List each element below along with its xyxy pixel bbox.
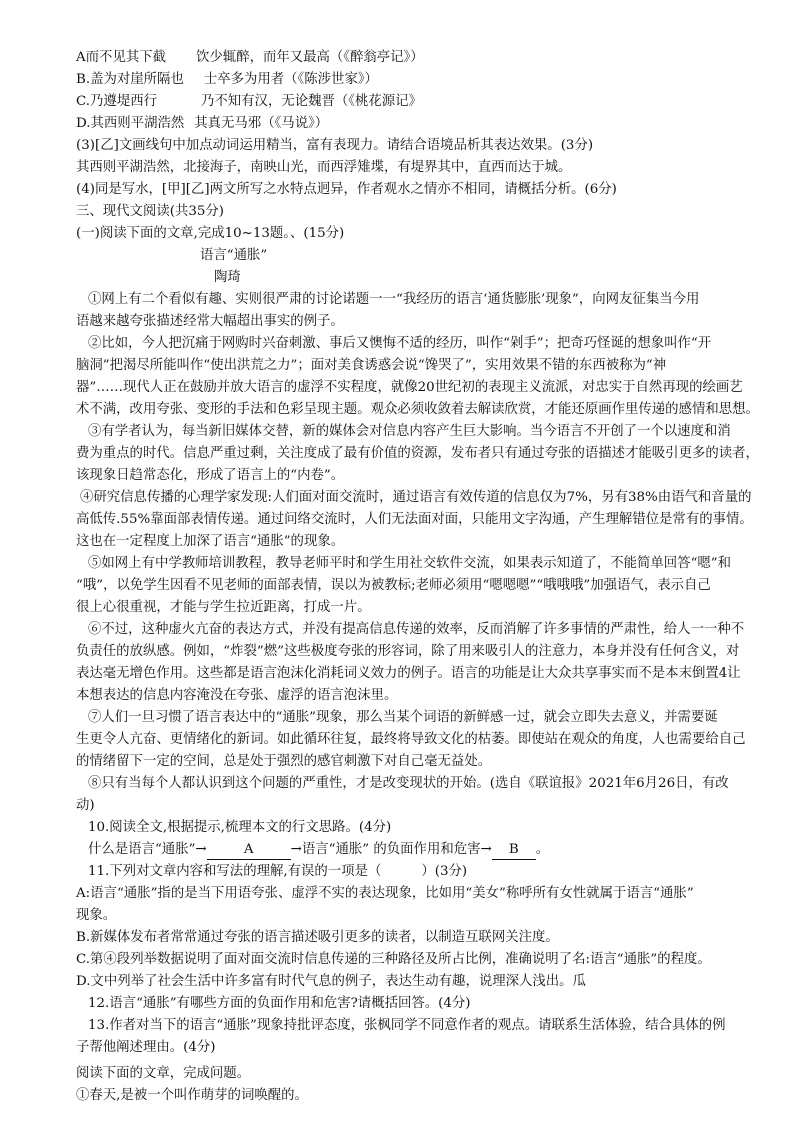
option-c: C.乃遵堤西行 乃不知有汉，无论魏晋（《桃花源记》	[76, 94, 422, 109]
paragraph-4-line-3: 这也在一定程度上加深了语言“通胀”的现象。	[76, 534, 345, 549]
question-10-flow: 什么是语言“通胀”→ A →语言“通胀” 的负面作用和危害→ B 。	[88, 839, 549, 861]
paragraph-6-line-3: 表达毫无增色作用。这些都是语言泡沫化消耗词义效力的例子。语言的功能是让大众共享事实而不是本末倒置4让	[76, 666, 741, 681]
paragraph-6-line-1: ⑥不过，这种虚火亢奋的表达方式，并没有提高信息传递的效率，反而消解了许多事情的严肃性，给人一一种不	[88, 622, 745, 637]
question-13-line-2: 子帮他阐述理由。(4分)	[76, 1040, 216, 1055]
paragraph-3-line-1: ③有学者认为，每当新旧媒体交替，新的媒体会对信息内容产生巨大影响。当今语言不开创了一个以速度和消	[88, 424, 731, 439]
q11-option-a-line-1: A:语言“通胀”指的是当下用语夸张、虚浮不实的表达现象，比如用“美女”称呼所有女性就属于语言“通胀”	[76, 886, 694, 901]
paragraph-5-line-3: 很上心很重视，才能与学生拉近距离，打成一片。	[76, 600, 371, 615]
paragraph-1-line-2: 语越来越夸张描述经常大幅超出事实的例子。	[76, 314, 344, 329]
paragraph-8-line-1: ⑧只有当每个人都认识到这个问题的严重性，才是改变现状的开始。(选自《联谊报》2021年6月26日，有改	[88, 776, 729, 791]
next-first-line: ①春天,是被一个叫作萌芽的词唤醒的。	[76, 1088, 308, 1103]
paragraph-7-line-3: 的情绪留下一定的空间，总是处于强烈的感官刺激下对自己毫无益处。	[76, 754, 492, 769]
option-b: B.盖为对崖所隔也 士卒多为用者（《陈涉世家》）	[76, 72, 378, 87]
option-d: D.其西则平湖浩然 其真无马邪（《马说》）	[76, 116, 329, 131]
question-3-quote: 其西则平湖浩然，北接海子，南映山光，而西浮雉堞，有堤界其中，直西而达于城。	[76, 160, 572, 175]
paragraph-4-line-1: ④研究信息传播的心理学家发现:人们面对面交流时，通过语言有效传道的信息仅为7%，另有38%由语气和音量的	[80, 490, 752, 505]
next-instruction: 阅读下面的文章，完成问题。	[76, 1066, 251, 1081]
question-11-stem: 11.下列对文章内容和写法的理解,有误的一项是（ ）(3分)	[88, 864, 468, 879]
sub-instruction: (一)阅读下面的文章,完成10~13题。、(15分)	[76, 226, 345, 241]
paragraph-1-line-1: ①网上有二个看似有趣、实则很严肃的讨论诺题一一“我经历的语言‘通货膨胀’现象”，向网友征集当今用	[88, 292, 700, 307]
question-4: (4)同是写水，[甲][乙]两文所写之水特点迥异，作者观水之情亦不相同，请概括分析。(6分)	[76, 182, 617, 197]
paragraph-4-line-2: 高低传.55%靠面部表情传递。通过问络交流时，人们无法面对面，只能用文字沟通，产生理解错位是常有的事情。	[76, 512, 753, 527]
question-3: (3)[乙]文画线句中加点动词运用精当，富有表现力。请结合语境品析其表达效果。(3分)	[76, 138, 594, 153]
paragraph-3-line-3: 该现象日趋常态化，形成了语言上的“内卷”。	[76, 468, 345, 483]
paragraph-2-line-3: 器”……现代人正在鼓励并放大语言的虚浮不实程度，就像20世纪初的表现主义流派，对忠实于自然再现的绘画艺	[76, 380, 743, 395]
article-title: 语言“通胀”	[200, 248, 268, 263]
q11-option-d: D.文中列举了社会生活中许多富有时代气息的例子，表达生动有趣，说理深人浅出。瓜	[76, 974, 586, 989]
answer-blank-b[interactable]: B	[492, 841, 536, 860]
q11-option-b: B.新媒体发布者常常通过夸张的语言描述吸引更多的读者，以制造互联网关注度。	[76, 930, 559, 945]
section-title: 三、现代文阅读(共35分)	[76, 204, 225, 219]
article-author: 陶琦	[214, 270, 241, 285]
option-a: A而不见其下截 饮少辄醉，而年又最高（《醉翁亭记》）	[76, 50, 424, 65]
paragraph-8-line-2: 动)	[76, 798, 95, 813]
paragraph-6-line-2: 负责任的放纵感。例如，“炸裂”燃”这些极度夸张的形容词，除了用来吸引人的注意力，本身并没有任何含义，对	[76, 644, 740, 659]
paragraph-3-line-2: 费为重点的时代。信息严重过剩，关注度成了最有价值的资源，发布者只有通过夸张的语描述才能吸引更多的读者，	[76, 446, 759, 461]
q11-option-a-line-2: 现象。	[76, 908, 117, 923]
question-10-stem: 10.阅读全文,根据提示,梳理本文的行文思路。(4分)	[88, 820, 392, 835]
answer-blank-a[interactable]: A	[207, 841, 291, 860]
question-12: 12.语言“通胀”有哪些方面的负面作用和危害?请概括回答。(4分)	[88, 996, 471, 1011]
q11-option-c: C.第④段列举数据说明了面对面交流时信息传递的三种路径及所占比例，准确说明了名:语言“通胀”的程度。	[76, 952, 711, 967]
paragraph-5-line-1: ⑤如网上有中学教师培训教程，教导老师平时和学生用社交软件交流，如果表示知道了，不能简单回答“嗯”和	[88, 556, 732, 571]
paragraph-2-line-4: 术不满，改用夸张、变形的手法和色彩呈现主题。观众必须收敛着去解读欣赏，才能还原画作里传递的感情和思想。	[76, 402, 759, 417]
paragraph-7-line-1: ⑦人们一旦习惯了语言表达中的“通胀”现象，那么当某个词语的新鲜感一过，就会立即失去意义，并需要诞	[88, 710, 718, 725]
paragraph-2-line-1: ②比如，今人把沉痛于网购时兴奋刺激、事后又懊悔不适的经历，叫作“剁手”；把奇巧怪诞的想象叫作“开	[88, 336, 712, 351]
question-13-line-1: 13.作者对当下的语言“通胀”现象持批评态度，张枫同学不同意作者的观点。请联系生活体验，结合具体的例	[88, 1018, 726, 1033]
paragraph-5-line-2: “哦”，以免学生因看不见老师的面部表情，误以为被教标;老师必须用“嗯嗯嗯”“哦哦哦”加强语气，表示自己	[76, 578, 711, 593]
paragraph-7-line-2: 生更令人亢奋、更情绪化的新词。如此循环往复，最终将导致文化的枯萎。即使站在观众的角度，人也需要给自己	[76, 732, 746, 747]
paragraph-2-line-2: 脑洞”把渴尽所能叫作“使出洪荒之力”；面对美食诱惑会说“馋哭了”，实用效果不错的东西被称为“神	[76, 358, 667, 373]
paragraph-6-line-4: 本想表达的信息内容淹没在夸张、虚浮的语言泡沫里。	[76, 688, 398, 703]
